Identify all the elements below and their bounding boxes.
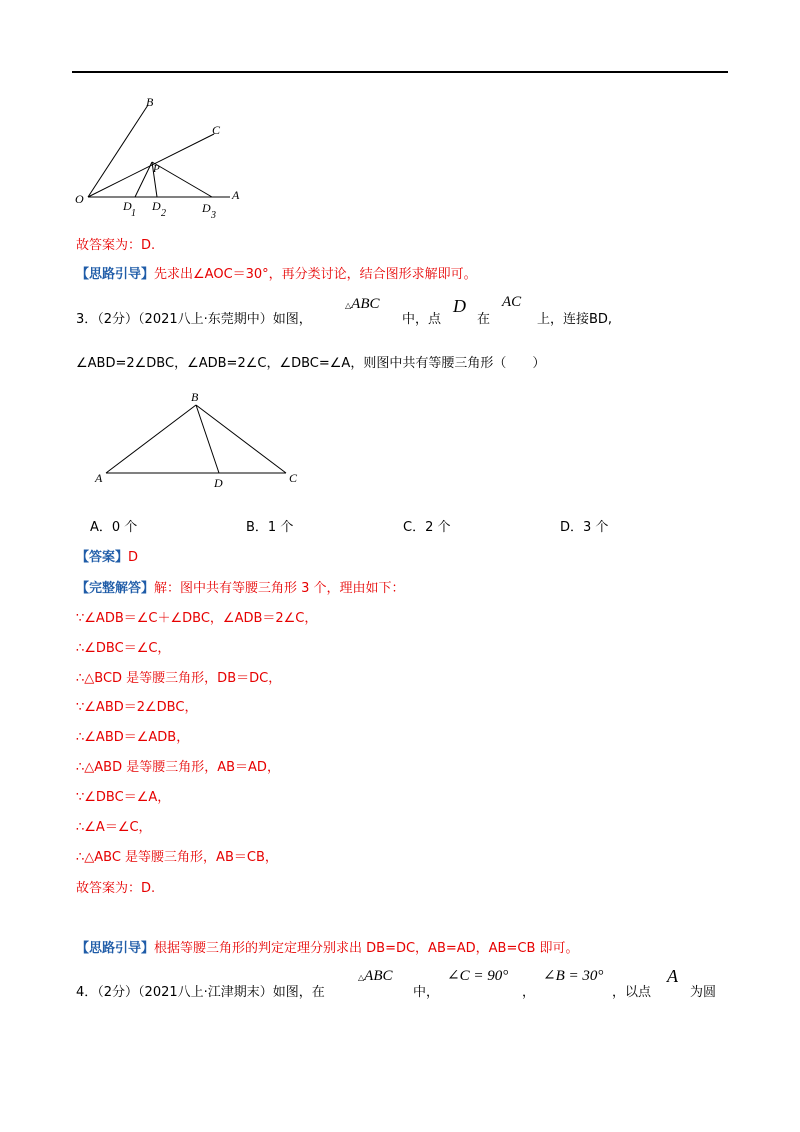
q3-answer-tag: 【答案】: [76, 550, 129, 565]
q2-hint-text: 先求出∠AOC＝30°，再分类讨论，结合图形求解即可。: [154, 267, 477, 282]
solution-line: 故答案为：D.: [76, 881, 156, 896]
label-p: P: [153, 163, 160, 175]
solution-line: ∴∠DBC＝∠C，: [76, 641, 171, 656]
solution-line: ∴∠ABD＝∠ADB，: [76, 730, 190, 745]
label-d2-sub: 2: [161, 208, 166, 219]
ray-ob: [88, 105, 148, 197]
q4-point-a: A: [667, 966, 678, 986]
figure-triangle-abd: [90, 386, 310, 496]
solution-line: ∵∠DBC＝∠A，: [76, 790, 171, 805]
solution-line: ∵∠ADB＝∠C＋∠DBC，∠ADB＝2∠C，: [76, 611, 318, 626]
label-c: C: [289, 471, 298, 485]
q4-stem-suffix: 为圆: [690, 985, 717, 1000]
q4-stem-prefix: 4．（2分）（2021八上·江津期末）如图，在: [76, 985, 325, 1000]
q3-stem-suffix: 上，连接BD,: [537, 312, 613, 327]
q2-hint-tag: 【思路引导】: [76, 267, 155, 282]
label-c: C: [212, 123, 221, 137]
q4-comma-2: ，以点: [612, 985, 652, 1000]
q3-point-d: D: [453, 296, 466, 316]
label-d1-sub: 1: [131, 208, 136, 219]
q4-angle-c: ∠C = 90°: [447, 968, 509, 984]
q3-hint: [76, 937, 579, 956]
q3-answer-value: D: [128, 550, 139, 565]
q3-hint-tag: 【思路引导】: [76, 941, 155, 956]
q3-answer: [76, 546, 138, 565]
q3-triangle-symbol: △: [345, 301, 352, 310]
label-d3-sub: 3: [211, 210, 216, 221]
solution-line: ∴△ABC 是等腰三角形，AB＝CB，: [76, 850, 278, 865]
label-o: O: [75, 192, 84, 206]
header-rule: [72, 71, 728, 73]
label-b: B: [191, 390, 199, 404]
side-ab: [106, 405, 196, 473]
label-d: D: [214, 476, 223, 490]
option-b[interactable]: B．1 个: [246, 520, 294, 535]
label-a: A: [232, 188, 240, 202]
label-d3: D: [202, 201, 211, 215]
q2-hint: [76, 263, 477, 282]
q3-solution-header: [76, 577, 405, 596]
label-d2: D: [152, 199, 161, 213]
figure-angle-diagram: [72, 92, 252, 222]
q4-triangle-symbol: △: [358, 973, 365, 982]
q3-solution-tag: 【完整解答】: [76, 581, 155, 596]
q3-segment-ac: AC: [502, 294, 522, 310]
option-a[interactable]: A．0 个: [90, 520, 138, 535]
segment-bd: [196, 405, 219, 473]
q4-angle-b: ∠B = 30°: [543, 968, 604, 984]
side-bc: [196, 405, 286, 473]
option-d[interactable]: D．3 个: [560, 520, 609, 535]
label-b: B: [146, 95, 154, 109]
q4-comma-1: ，: [522, 985, 536, 1000]
q3-solution-intro: 解：图中共有等腰三角形 3 个，理由如下：: [154, 581, 405, 596]
q3-stem-line2: ∠ABD=2∠DBC，∠ADB=2∠C，∠DBC=∠A，则图中共有等腰三角形（ ）: [76, 356, 546, 371]
solution-line: ∵∠ABD＝2∠DBC，: [76, 700, 198, 715]
segment-pd3: [152, 162, 212, 197]
q3-stem-prefix: 3．（2分）（2021八上·东莞期中）如图，: [76, 312, 312, 327]
option-c[interactable]: C．2 个: [403, 520, 451, 535]
solution-line: ∴∠A＝∠C，: [76, 820, 152, 835]
q3-triangle-abc: [345, 296, 380, 313]
solution-line: ∴△ABD 是等腰三角形，AB＝AD，: [76, 760, 280, 775]
q3-hint-text: 根据等腰三角形的判定定理分别求出 DB=DC，AB=AD，AB=CB 即可。: [154, 941, 579, 956]
q4-triangle-abc: [358, 968, 393, 985]
label-d1: D: [123, 199, 132, 213]
q2-answer-line: 故答案为：D.: [76, 238, 156, 253]
q3-abc: ABC: [351, 296, 380, 312]
solution-line: ∴△BCD 是等腰三角形，DB＝DC，: [76, 671, 282, 686]
q3-stem-on: 在: [477, 312, 491, 327]
q4-abc: ABC: [364, 968, 393, 984]
segment-pd1: [135, 162, 152, 197]
label-a: A: [95, 471, 103, 485]
q3-stem-mid: 中，点: [402, 312, 442, 327]
q4-stem-mid: 中，: [413, 985, 440, 1000]
